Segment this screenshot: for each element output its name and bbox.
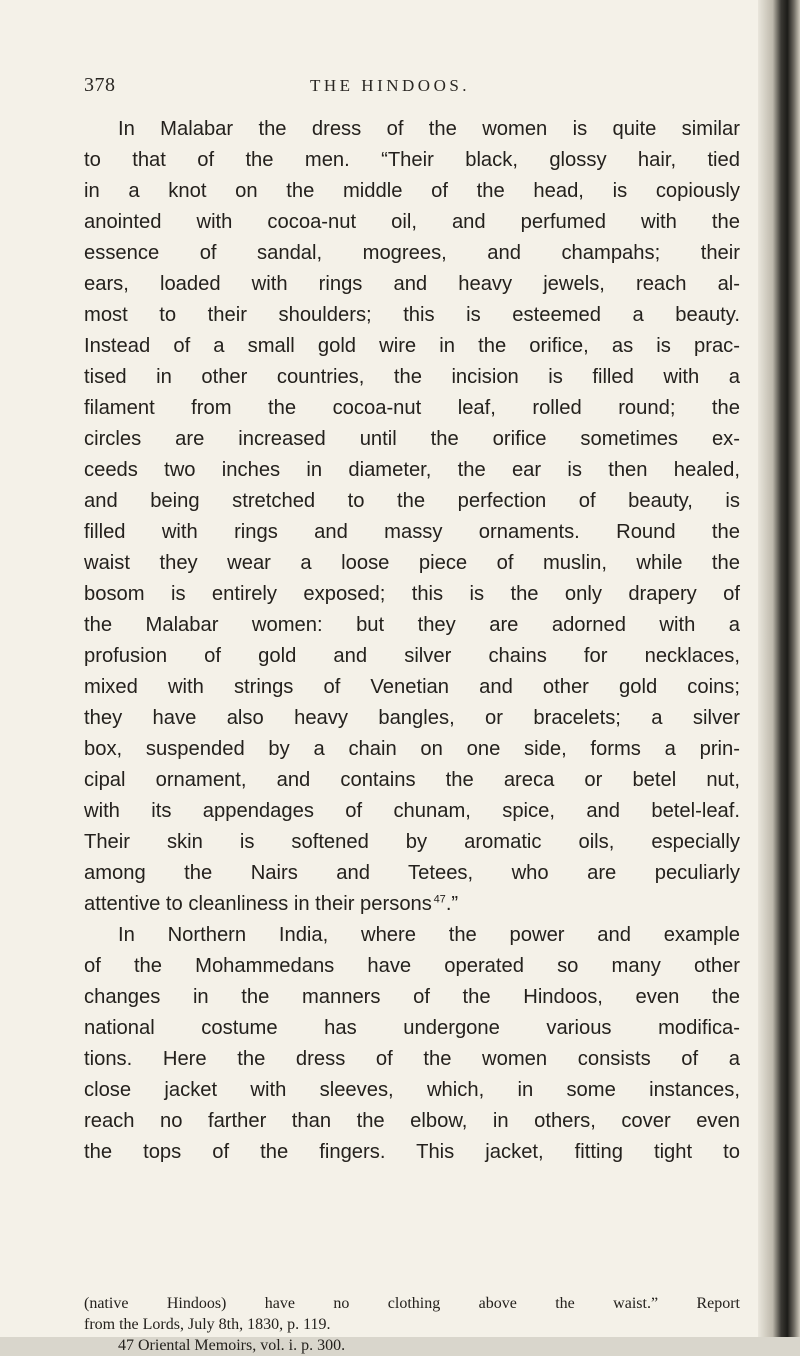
page-header (84, 74, 714, 104)
text-line: Instead of a small gold wire in the orifice, as is prac- (84, 335, 740, 357)
text-line: In Northern India, where the power and example (118, 924, 740, 946)
footnotes (84, 1293, 740, 1356)
footnote-line: from the Lords, July 8th, 1830, p. 119. (84, 1316, 331, 1333)
text-line: mixed with strings of Venetian and other gold coins; (84, 676, 740, 698)
text-line: profusion of gold and silver chains for necklaces, (84, 645, 740, 667)
text-line: anointed with cocoa-nut oil, and perfumed with the (84, 211, 740, 233)
running-head: THE HINDOOS. (310, 76, 471, 95)
text-line: the Malabar women: but they are adorned with a (84, 614, 740, 636)
text-line-text: attentive to cleanliness in their persons (84, 893, 432, 915)
paragraph-northern-india (84, 920, 740, 1168)
footnote-reference: 47 (433, 893, 446, 906)
text-line-with-note (84, 889, 740, 920)
text-line: tised in other countries, the incision is filled with a (84, 366, 740, 388)
text-line: of the Mohammedans have operated so many other (84, 955, 740, 977)
paragraph-malabar (84, 114, 740, 920)
text-line: essence of sandal, mogrees, and champahs; their (84, 242, 740, 264)
text-line: filament from the cocoa-nut leaf, rolled round; the (84, 397, 740, 419)
text-line: box, suspended by a chain on one side, forms a prin- (84, 738, 740, 760)
body-text (84, 114, 740, 1168)
closing-quote: .” (445, 893, 459, 915)
text-line: close jacket with sleeves, which, in some instances, (84, 1079, 740, 1101)
text-line: filled with rings and massy ornaments. Round the (84, 521, 740, 543)
text-line: national costume has undergone various modifica- (84, 1017, 740, 1039)
text-line: among the Nairs and Tetees, who are peculiarly (84, 862, 740, 884)
text-line: and being stretched to the perfection of beauty, is (84, 490, 740, 512)
text-line: most to their shoulders; this is esteemed a beauty. (84, 304, 740, 326)
text-line: reach no farther than the elbow, in others, cover even (84, 1110, 740, 1132)
text-line: waist they wear a loose piece of muslin, while the (84, 552, 740, 574)
text-line: in a knot on the middle of the head, is copiously (84, 180, 740, 202)
text-line: Their skin is softened by aromatic oils, especially (84, 831, 740, 853)
book-binding-edge (758, 0, 800, 1337)
text-line: ceeds two inches in diameter, the ear is then healed, (84, 459, 740, 481)
text-line: the tops of the fingers. This jacket, fitting tight to (84, 1141, 740, 1163)
footnote-47: 47 Oriental Memoirs, vol. i. p. 300. (118, 1337, 346, 1354)
text-line: with its appendages of chunam, spice, and betel-leaf. (84, 800, 740, 822)
page-number: 378 (84, 74, 116, 96)
text-line: they have also heavy bangles, or bracelets; a silver (84, 707, 740, 729)
footnote-line: (native Hindoos) have no clothing above the waist.” Report (84, 1295, 740, 1312)
text-line: circles are increased until the orifice sometimes ex- (84, 428, 740, 450)
text-line: In Malabar the dress of the women is quite similar (118, 118, 740, 140)
text-line: changes in the manners of the Hindoos, even the (84, 986, 740, 1008)
text-line: cipal ornament, and contains the areca or betel nut, (84, 769, 740, 791)
text-line: ears, loaded with rings and heavy jewels, reach al- (84, 273, 740, 295)
text-line: tions. Here the dress of the women consists of a (84, 1048, 740, 1070)
text-line: to that of the men. “Their black, glossy hair, tied (84, 149, 740, 171)
text-line: bosom is entirely exposed; this is the only drapery of (84, 583, 740, 605)
